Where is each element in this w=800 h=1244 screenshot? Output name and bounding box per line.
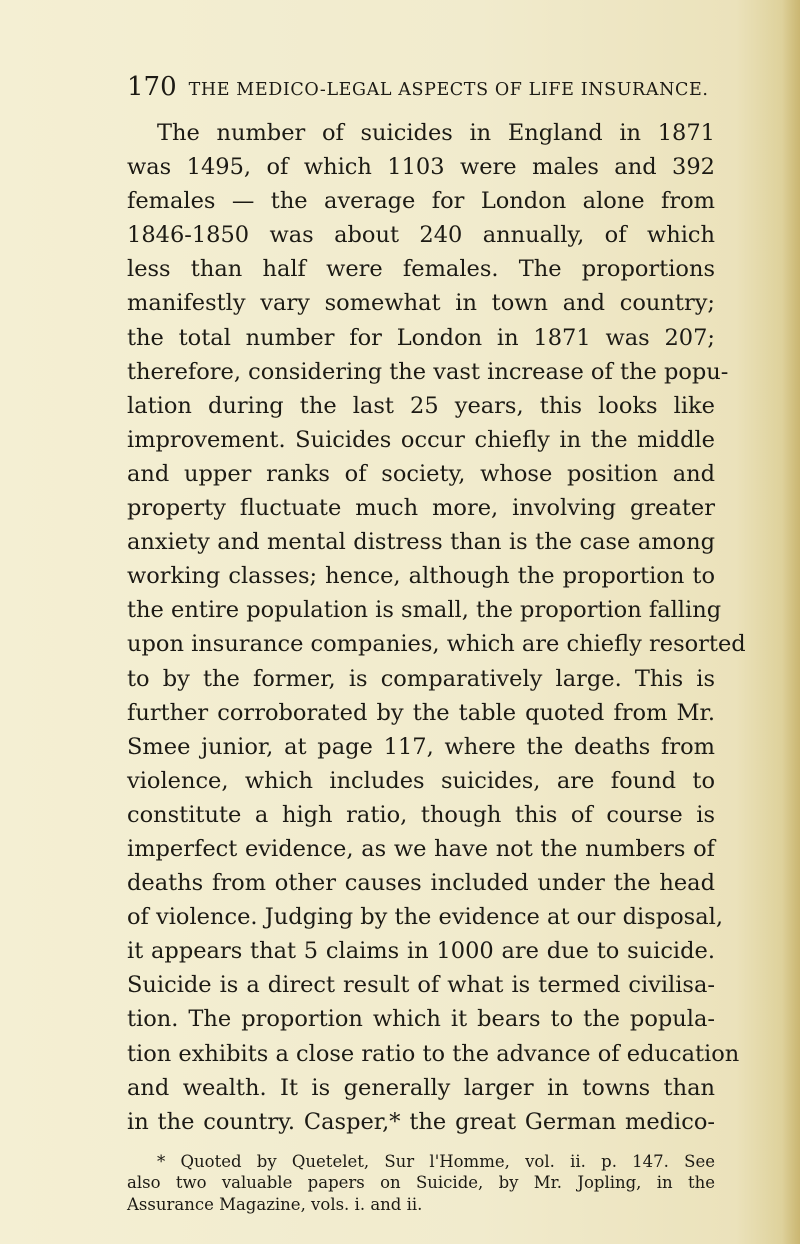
text-line: manifestly vary somewhat in town and country; [127, 290, 715, 317]
text-line: tion. The proportion which it bears to the popula- [127, 1006, 715, 1033]
text-line: constitute a high ratio, though this of course is [127, 801, 715, 828]
text-line: therefore, considering the vast increase of the popu- [127, 358, 729, 385]
page-content [127, 72, 746, 1215]
footnote-line: * Quoted by Quetelet, Sur l'Homme, vol. ii. p. 147. See [157, 1151, 715, 1171]
text-line: upon insurance companies, which are chiefly resorted [127, 631, 746, 658]
text-line: of violence. Judging by the evidence at our disposal, [127, 904, 723, 931]
text-line: working classes; hence, although the proportion to [127, 563, 715, 590]
text-line: the total number for London in 1871 was 207; [127, 324, 715, 351]
text-line: further corroborated by the table quoted from Mr. [127, 699, 715, 726]
text-line: and upper ranks of society, whose position and [127, 460, 715, 487]
text-line: Smee junior, at page 117, where the deaths from [127, 733, 715, 760]
text-line: property fluctuate much more, involving greater [127, 495, 715, 522]
text-line: the entire population is small, the proportion falling [127, 597, 722, 624]
footnote-line: Assurance Magazine, vols. i. and ii. [127, 1194, 423, 1214]
text-line: was 1495, of which 1103 were males and 392 [127, 154, 715, 181]
text-line: anxiety and mental distress than is the case among [127, 529, 715, 556]
text-line: violence, which includes suicides, are found to [127, 767, 715, 794]
text-line: females — the average for London alone from [127, 188, 715, 215]
page-edge-shadow [782, 0, 800, 1244]
text-line: lation during the last 25 years, this looks like [127, 392, 715, 419]
text-line: less than half were females. The proportions [127, 256, 715, 283]
text-line: imperfect evidence, as we have not the numbers of [127, 835, 715, 862]
running-head [127, 72, 715, 102]
footnote [127, 1151, 715, 1216]
page-number: 170 [127, 72, 177, 102]
body-paragraph [127, 116, 746, 1139]
text-line: to by the former, is comparatively large. This is [127, 665, 715, 692]
text-line: Suicide is a direct result of what is termed civilisa- [127, 972, 715, 999]
footnote-line: also two valuable papers on Suicide, by Mr. Jopling, in the [127, 1173, 715, 1193]
text-line: deaths from other causes included under the head [127, 870, 715, 897]
text-line: The number of suicides in England in 1871 [157, 120, 715, 146]
text-line: it appears that 5 claims in 1000 are due to suicide. [127, 938, 715, 965]
text-line: tion exhibits a close ratio to the advance of education [127, 1040, 740, 1067]
text-line: 1846-1850 was about 240 annually, of which [127, 222, 715, 249]
text-line: and wealth. It is generally larger in towns than [127, 1074, 715, 1101]
text-line: in the country. Casper,* the great German medico- [127, 1108, 715, 1135]
text-line: improvement. Suicides occur chiefly in the middle [127, 426, 715, 453]
running-title: THE MEDICO-LEGAL ASPECTS OF LIFE INSURANCE. [188, 80, 709, 100]
